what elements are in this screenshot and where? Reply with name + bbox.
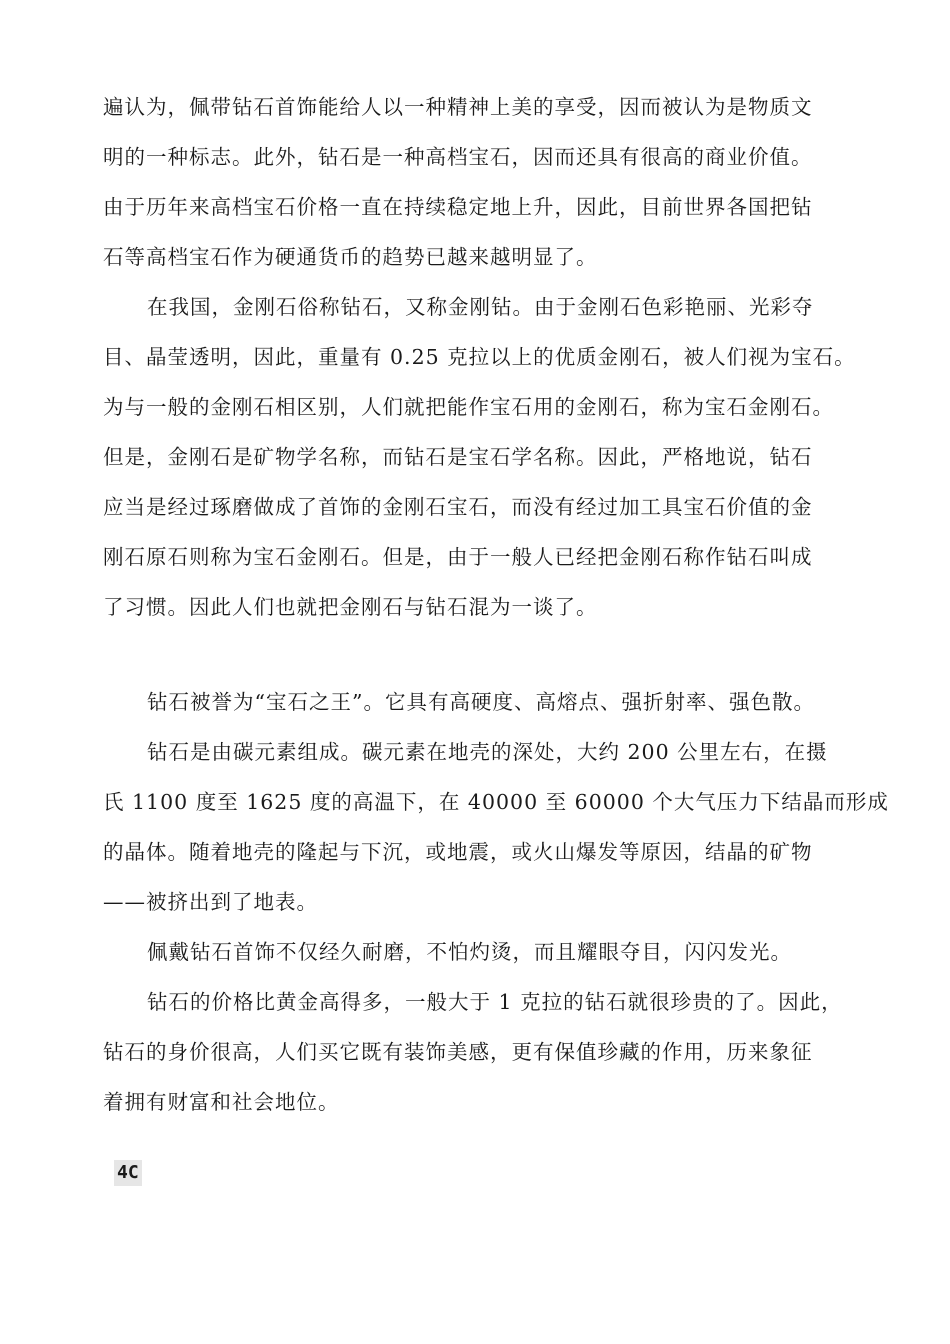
paragraph-first-line: 佩戴钻石首饰不仅经久耐磨，不怕灼烫，而且耀眼夺目，闪闪发光。 (147, 940, 792, 964)
paragraph-first-line: 钻石的价格比黄金高得多，一般大于 1 克拉的钻石就很珍贵的了。因此， (147, 990, 843, 1014)
text-line: 了习惯。因此人们也就把金刚石与钻石混为一谈了。 (103, 595, 598, 619)
text-line: 目、晶莹透明，因此，重量有 0.25 克拉以上的优质金刚石，被人们视为宝石。 (103, 345, 856, 369)
text-line: 着拥有财富和社会地位。 (103, 1090, 340, 1114)
paragraph-first-line: 钻石被誉为“宝石之王”。它具有高硬度、高熔点、强折射率、强色散。 (147, 690, 815, 714)
text-line: 刚石原石则称为宝石金刚石。但是，由于一般人已经把金刚石称作钻石叫成 (103, 545, 813, 569)
text-line: 但是，金刚石是矿物学名称，而钻石是宝石学名称。因此，严格地说，钻石 (103, 445, 813, 469)
text-line: 明的一种标志。此外，钻石是一种高档宝石，因而还具有很高的商业价值。 (103, 145, 813, 169)
text-section-2 (103, 677, 889, 1127)
text-line: 遍认为，佩带钻石首饰能给人以一种精神上美的享受，因而被认为是物质文 (103, 95, 813, 119)
text-line: 为与一般的金刚石相区别，人们就把能作宝石用的金刚石，称为宝石金刚石。 (103, 395, 834, 419)
text-line: 的晶体。随着地壳的隆起与下沉，或地震，或火山爆发等原因，结晶的矿物 (103, 840, 813, 864)
text-line: 应当是经过琢磨做成了首饰的金刚石宝石，而没有经过加工具宝石价值的金 (103, 495, 813, 519)
text-line: 氏 1100 度至 1625 度的高温下，在 40000 至 60000 个大气压力下结晶而形成 (103, 790, 889, 814)
text-section-1 (103, 82, 855, 632)
paragraph-first-line: 在我国，金刚石俗称钻石，又称金刚钻。由于金刚石色彩艳丽、光彩夺 (147, 295, 814, 319)
text-line: ——被挤出到了地表。 (103, 890, 318, 914)
page-label: 4C (114, 1160, 142, 1186)
paragraph-first-line: 钻石是由碳元素组成。碳元素在地壳的深处，大约 200 公里左右，在摄 (147, 740, 828, 764)
text-line: 石等高档宝石作为硬通货币的趋势已越来越明显了。 (103, 245, 598, 269)
text-line: 由于历年来高档宝石价格一直在持续稳定地上升，因此，目前世界各国把钻 (103, 195, 813, 219)
text-line: 钻石的身价很高，人们买它既有装饰美感，更有保值珍藏的作用，历来象征 (103, 1040, 813, 1064)
